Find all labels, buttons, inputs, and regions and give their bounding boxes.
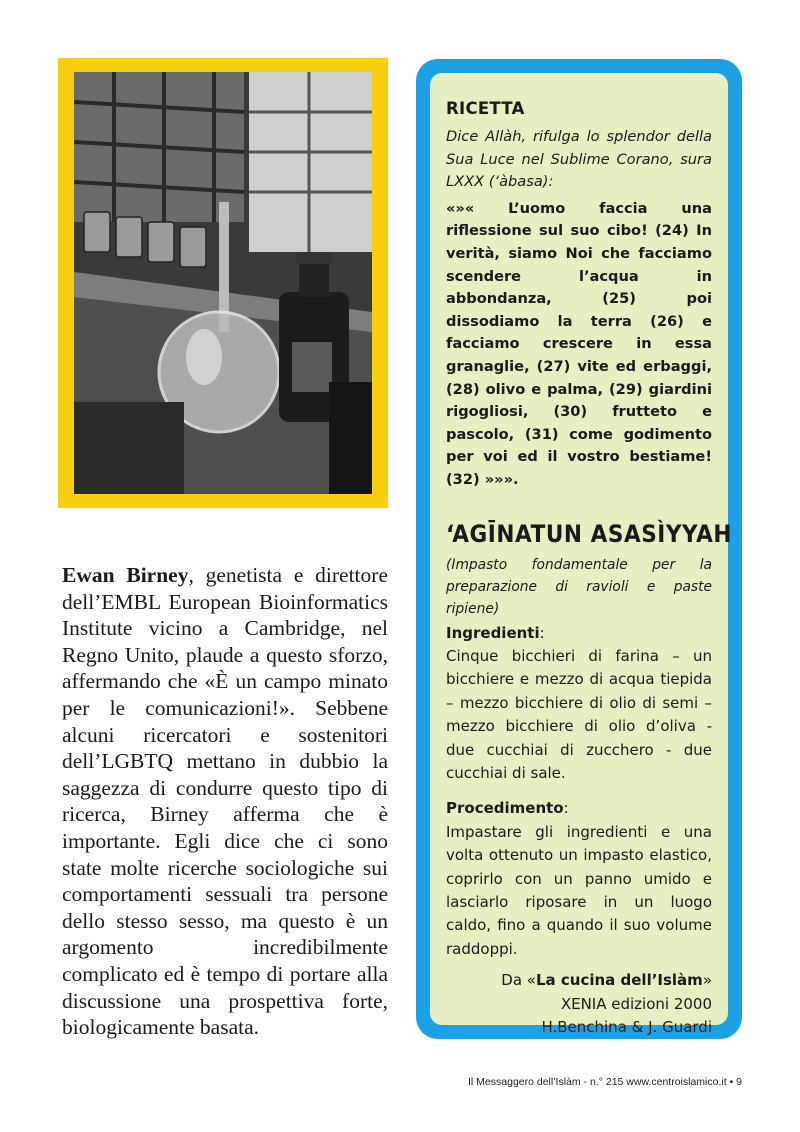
recipe-source — [446, 969, 712, 1039]
recipe-heading: RICETTA — [446, 99, 525, 118]
recipe-title: ‘AGĪNATUN ASASÌYYAH — [446, 519, 733, 548]
procedure-text: Impastare gli ingredienti e una volta ottenuto un impasto elastico, coprirlo con un panno umido e lasciarlo riposare in un luogo caldo, fino a quando il suo volume raddoppi. — [446, 822, 712, 958]
ingredients-heading: Ingredienti: — [446, 623, 545, 642]
source-book: La cucina dell’Islàm — [535, 971, 703, 990]
recipe-verse: «»« L’uomo faccia una riflessione sul suo cibo! (24) In verità, siamo Noi che facciamo scendere l’acqua in abbondanza, (25) poi dissodiamo la terra (26) e facciamo crescere in essa granaglie, (27) vite ed erbaggi, (28) olivo e palma, (29) giardini rigogliosi, (30) frutteto e pascolo, (31) come godimento per voi ed il vostro bestiame! (32) »»». — [446, 199, 712, 488]
source-authors: H.Benchina & J. Guardi — [541, 1018, 712, 1036]
page-footer: Il Messaggero dell’Islàm - n.° 215 www.centroislamico.it • 9 — [468, 1076, 742, 1088]
article-text — [62, 562, 388, 1041]
source-prefix: Da « — [501, 971, 536, 990]
procedure-label: Procedimento — [446, 799, 564, 818]
photo-frame — [58, 58, 388, 508]
article-author: Ewan Birney — [62, 563, 189, 587]
laboratory-photo-drawing — [74, 72, 372, 494]
recipe-panel — [430, 73, 733, 1036]
source-suffix: » — [702, 971, 712, 990]
ingredients-label: Ingredienti — [446, 623, 540, 642]
recipe-intro: Dice Allàh, rifulga lo splendor della Sua Luce nel Sublime Corano, sura LXXX (‘àbasa): — [446, 128, 712, 191]
article-body: , genetista e direttore dell’EMBL European Bioinformatics Institute vicino a Cambridge, nel Regno Unito, plaude a questo sforzo, affermando che «È un campo minato per le comunicazioni!». Sebbene alcuni ricercatori e sostenitori dell’LGBTQ mettano in dubbio la saggezza di condurre questo tipo di ricerca, Birney afferma che è importante. Egli dice che ci sono state molte ricerche sociologiche sui comportamenti sessuali tra persone dello stesso sesso, ma questo è un argomento incredibilmente complicato ed è tempo di portare alla discussione una prospettiva forte, biologicamente basata. — [62, 563, 388, 1040]
procedure-heading: Procedimento: — [446, 799, 569, 818]
ingredients-text: Cinque bicchieri di farina – un bicchiere e mezzo di acqua tiepida – mezzo bicchiere di olio di semi – mezzo bicchiere di olio d’oliva - due cucchiai di zucchero - due cucchiai di sale. — [446, 646, 712, 782]
source-line-book — [446, 969, 712, 992]
source-publisher: XENIA edizioni 2000 — [560, 994, 712, 1013]
laboratory-photo — [74, 72, 372, 494]
recipe-box — [416, 59, 742, 1039]
recipe-subtitle: (Impasto fondamentale per la preparazione di ravioli e paste ripiene) — [446, 556, 712, 617]
